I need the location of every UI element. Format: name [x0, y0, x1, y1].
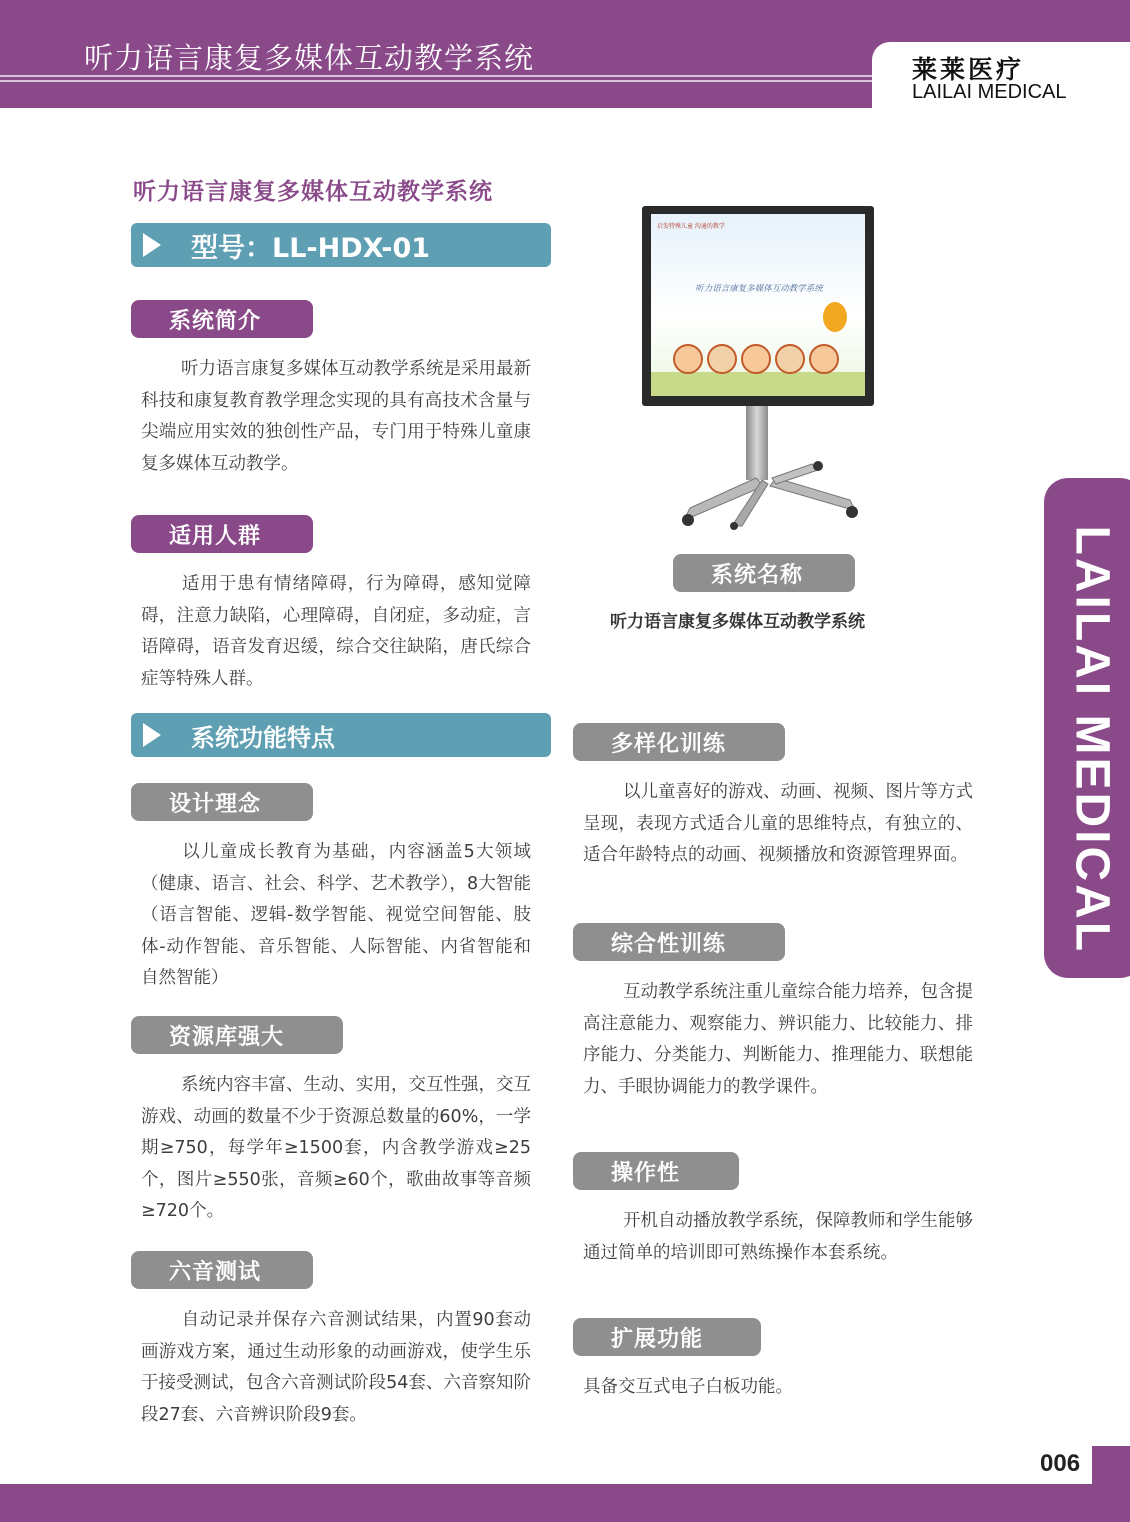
- monitor-stand-base: [672, 450, 872, 530]
- operability-label: 操作性: [573, 1152, 739, 1190]
- system-name-label: 系统名称: [673, 554, 855, 592]
- screen-corner-text: 启发特殊儿童 沟通的教学: [657, 223, 725, 230]
- comprehensive-training-label: 综合性训练: [573, 923, 785, 961]
- brand-name-en: LAILAI MEDICAL: [912, 81, 1067, 103]
- extension-text: 具备交互式电子白板功能。: [583, 1377, 793, 1397]
- grass-strip: [651, 372, 865, 396]
- page-number-tab: [1092, 1446, 1130, 1486]
- header-title: 听力语言康复多媒体互动教学系统: [84, 41, 535, 75]
- brand-name-cn: 莱莱医疗: [912, 55, 1025, 84]
- product-title: 听力语言康复多媒体互动教学系统: [133, 179, 493, 205]
- screen-title: 听力语言康复多媒体互动教学系统: [695, 284, 823, 294]
- system-name: 听力语言康复多媒体互动教学系统: [610, 612, 865, 632]
- child-icon: [741, 344, 771, 374]
- audience-text: 适用于患有情绪障碍，行为障碍，感知觉障碍，注意力缺陷，心理障碍，自闭症，多动症，言语障碍，语音发育迟缓，综合交往缺陷，唐氏综合症等特殊人群。: [141, 574, 531, 689]
- side-brand-text: LAILAI MEDICAL: [1065, 525, 1119, 955]
- design-text: 以儿童成长教育为基础，内容涵盖5大领域（健康、语言、社会、科学、艺术教学），8大智能（语言智能、逻辑-数学智能、视觉空间智能、肢体-动作智能、音乐智能、人际智能、内省智能和自然智能）: [141, 842, 531, 988]
- resource-label: 资源库强大: [131, 1016, 343, 1054]
- resource-text: 系统内容丰富、生动、实用，交互性强，交互游戏、动画的数量不少于资源总数量的60%，一学期≥750，每学年≥1500套，内含教学游戏≥25个，图片≥550张，音频≥60个，歌曲故事等音频≥720个。: [141, 1075, 531, 1221]
- extension-label: 扩展功能: [573, 1318, 761, 1356]
- design-label: 设计理念: [131, 783, 313, 821]
- play-arrow-icon: [143, 233, 161, 257]
- child-icon: [707, 344, 737, 374]
- six-sound-text: 自动记录并保存六音测试结果，内置90套动画游戏方案，通过生动形象的动画游戏，使学生乐于接受测试，包含六音测试阶段54套、六音察知阶段27套、六音辨识阶段9套。: [141, 1310, 531, 1425]
- play-arrow-icon: [143, 723, 161, 747]
- footer-bar: [0, 1484, 1130, 1522]
- header-stripe: [0, 80, 872, 82]
- child-icon: [775, 344, 805, 374]
- intro-label: 系统简介: [131, 300, 313, 338]
- model-bar: [131, 223, 551, 267]
- diverse-training-text: 以儿童喜好的游戏、动画、视频、图片等方式呈现，表现方式适合儿童的思维特点，有独立的、适合年龄特点的动画、视频播放和资源管理界面。: [583, 782, 973, 865]
- intro-text: 听力语言康复多媒体互动教学系统是采用最新科技和康复教育教学理念实现的具有高技术含量与尖端应用实效的独创性产品，专门用于特殊儿童康复多媒体互动教学。: [141, 359, 531, 474]
- features-heading-bar: [131, 713, 551, 757]
- child-icon: [809, 344, 839, 374]
- product-monitor: [642, 206, 874, 406]
- page-number: 006: [1040, 1450, 1081, 1477]
- features-heading: 系统功能特点: [191, 723, 335, 752]
- audience-label: 适用人群: [131, 515, 313, 553]
- child-icon: [673, 344, 703, 374]
- six-sound-label: 六音测试: [131, 1251, 313, 1289]
- operability-text: 开机自动播放教学系统，保障教师和学生能够通过简单的培训即可熟练操作本套系统。: [583, 1211, 973, 1263]
- balloon-icon: [823, 302, 847, 332]
- monitor-screen: [651, 214, 865, 396]
- comprehensive-training-text: 互动教学系统注重儿童综合能力培养，包含提高注意能力、观察能力、辨识能力、比较能力、排序能力、分类能力、判断能力、推理能力、联想能力、手眼协调能力的教学课件。: [583, 982, 973, 1097]
- diverse-training-label: 多样化训练: [573, 723, 785, 761]
- model-number: 型号：LL-HDX-01: [191, 232, 431, 264]
